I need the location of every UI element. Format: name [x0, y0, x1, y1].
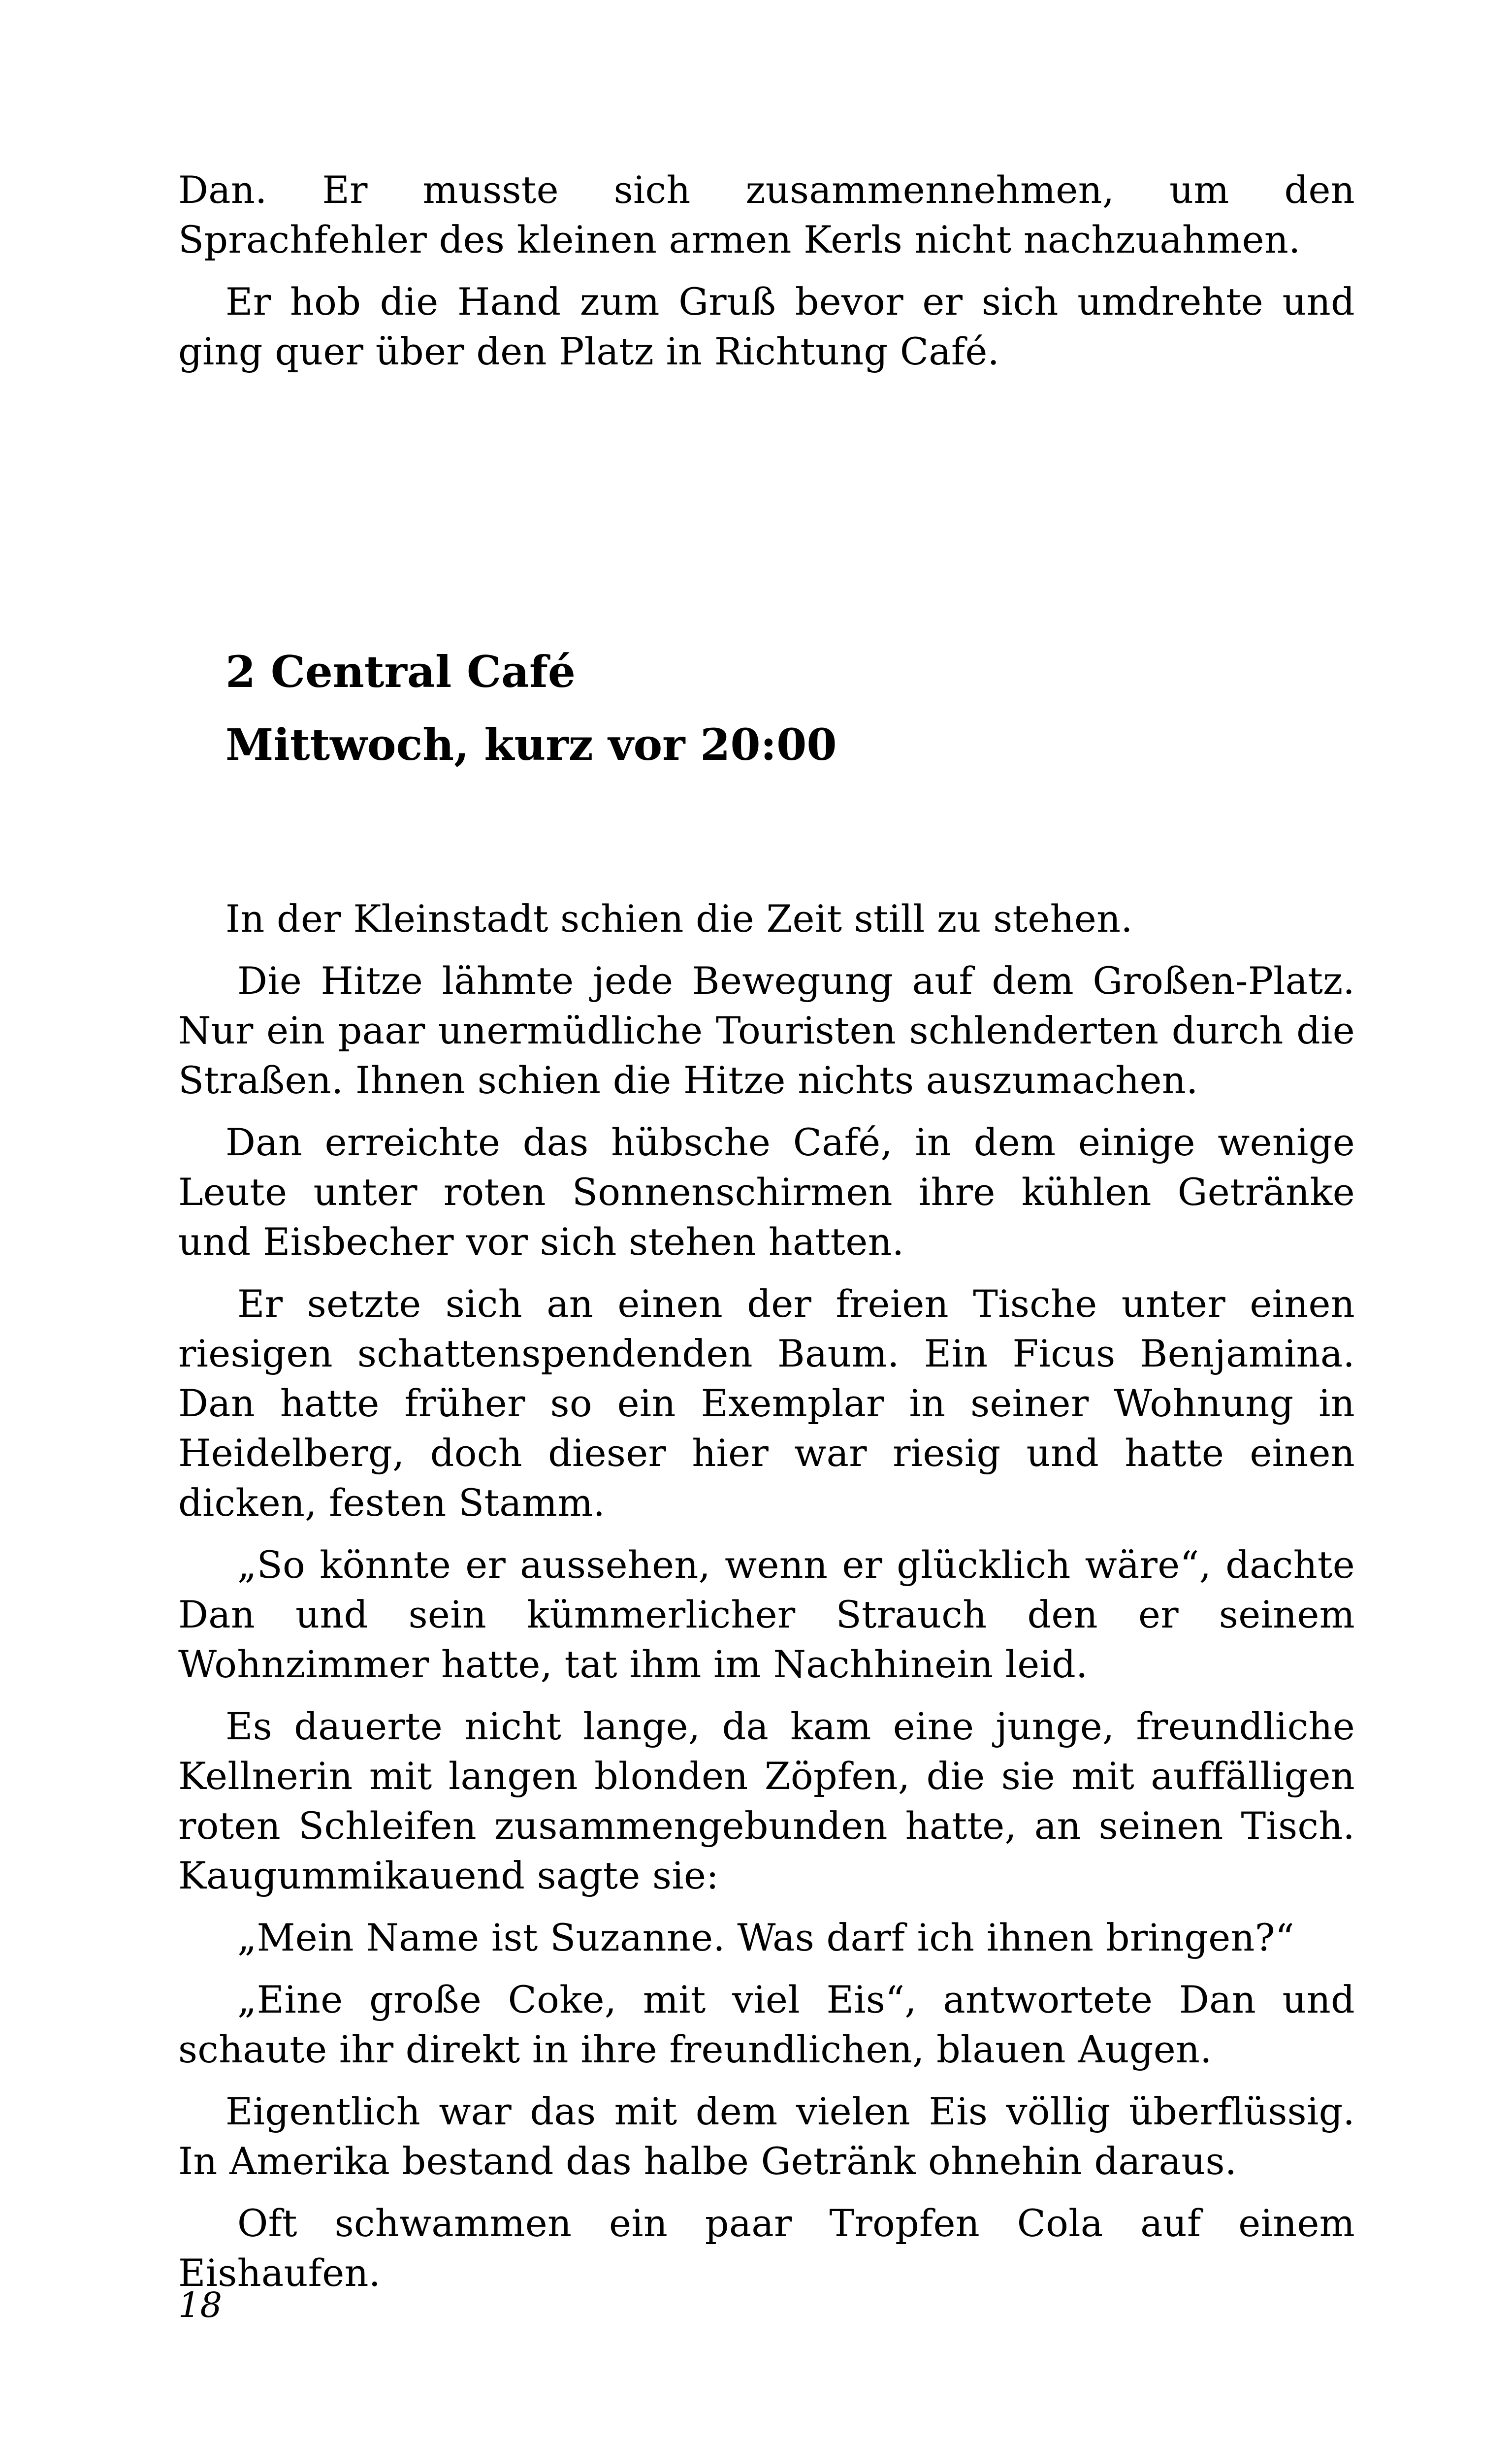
chapter-text-block — [178, 894, 1355, 2310]
paragraph: Er setzte sich an einen der freien Tische unter einen riesigen schattenspendenden Baum. Ein Ficus Benjamina. Dan hatte früher so ein Exemplar in seiner Wohnung in Heidelberg, doch dieser hier war riesig und hatte einen dicken, festen Stamm. — [178, 1282, 1355, 1525]
chapter-subtitle: Mittwoch, kurz vor 20:00 — [225, 719, 837, 770]
chapter-title: 2 Central Café — [225, 646, 576, 697]
paragraph: Eigentlich war das mit dem vielen Eis völlig überflüssig. In Amerika bestand das halbe Getränk ohnehin daraus. — [178, 2089, 1355, 2183]
paragraph: „Mein Name ist Suzanne. Was darf ich ihnen bringen?“ — [237, 1916, 1294, 1959]
page-number: 18 — [178, 2285, 223, 2325]
paragraph: In der Kleinstadt schien die Zeit still zu stehen. — [225, 897, 1133, 941]
paragraph: Er hob die Hand zum Gruß bevor er sich umdrehte und ging quer über den Platz in Richtung Café. — [178, 280, 1355, 373]
chapter-heading — [225, 635, 837, 781]
paragraph: „Eine große Coke, mit viel Eis“, antwortete Dan und schaute ihr direkt in ihre freundlichen, blauen Augen. — [178, 1978, 1355, 2071]
paragraph: Die Hitze lähmte jede Bewegung auf dem Großen-Platz. Nur ein paar unermüdliche Touristen schlenderten durch die Straßen. Ihnen schien die Hitze nichts auszumachen. — [178, 959, 1355, 1102]
paragraph: „So könnte er aussehen, wenn er glücklich wäre“, dachte Dan und sein kümmerlicher Strauch den er seinem Wohnzimmer hatte, tat ihm im Nachhinein leid. — [178, 1543, 1355, 1686]
paragraph: Es dauerte nicht lange, da kam eine junge, freundliche Kellnerin mit langen blonden Zöpfen, die sie mit auffälligen roten Schleifen zusammengebunden hatte, an seinen Tisch. Kaugummikauend sagte sie: — [178, 1704, 1355, 1897]
top-text-block — [178, 165, 1355, 389]
paragraph: Oft schwammen ein paar Tropfen Cola auf einem Eishaufen. — [178, 2201, 1355, 2295]
paragraph: Dan. Er musste sich zusammennehmen, um den Sprachfehler des kleinen armen Kerls nicht nachzuahmen. — [178, 168, 1355, 261]
paragraph: Dan erreichte das hübsche Café, in dem einige wenige Leute unter roten Sonnenschirmen ihre kühlen Getränke und Eisbecher vor sich stehen hatten. — [178, 1120, 1355, 1264]
